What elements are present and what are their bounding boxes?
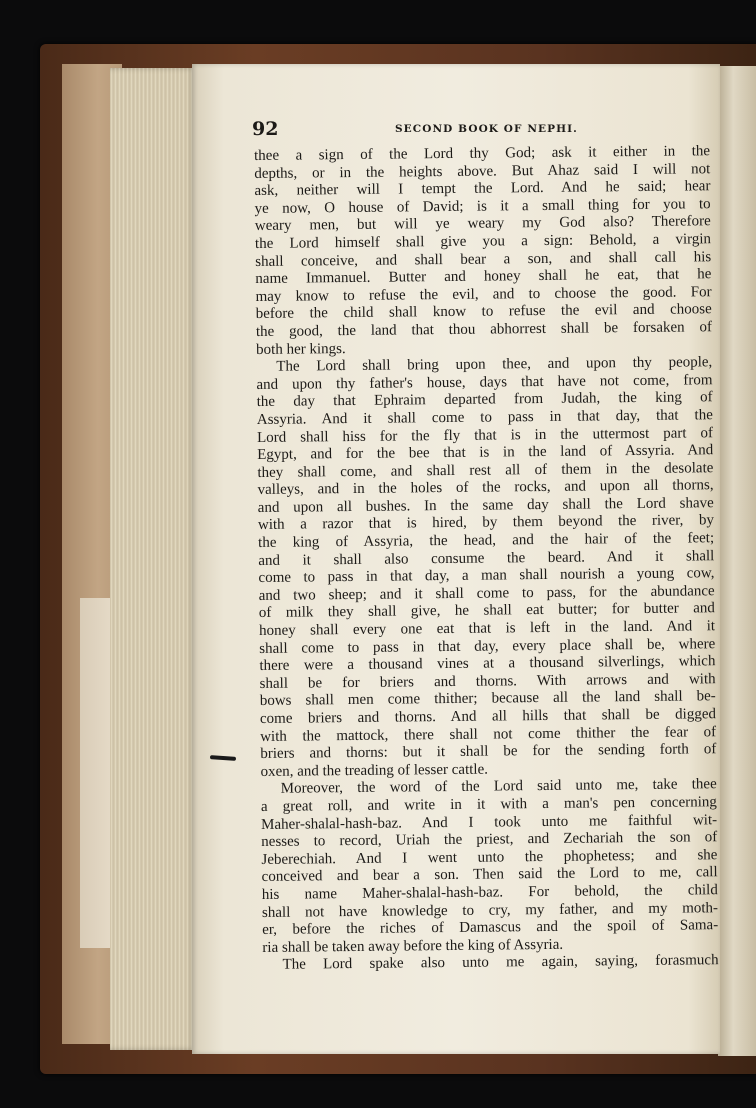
text-line: ask, neither will I tempt the Lord. And he said; hear: [254, 178, 711, 200]
text-line: Maher-shalal-hash-baz. And I took unto me faithful wit-: [261, 811, 718, 833]
text-line: there were a thousand vines at a thousand silverlings, which: [259, 653, 716, 675]
text-line: briers and thorns: but it shall be for the sending forth of: [260, 741, 717, 763]
text-line: thee a sign of the Lord thy God; ask it either in the: [254, 143, 711, 164]
text-line: conceived and bear a son. Then said the Lord to me, call: [261, 864, 718, 886]
text-line: with a razor that is hired, by them beyond the river, by: [257, 512, 715, 534]
text-line: valleys, and in the holes of the rocks, and upon all thorns,: [257, 477, 714, 499]
text-line: a great roll, and write in it with a man's pen concerning: [260, 794, 717, 815]
text-line: Moreover, the word of the Lord said unto me, take thee: [280, 776, 717, 798]
text-line: and upon all bushes. In the same day shall the Lord shave: [257, 495, 714, 516]
text-line: shall not have knowledge to cry, my father, and my moth-: [261, 899, 719, 921]
facing-page-edge: [718, 66, 756, 1056]
text-line: and two sheep; and it shall come to pass, for the abundance: [258, 583, 715, 604]
text-line: may know to refuse the evil, and to choose the good. For: [255, 283, 712, 305]
running-title: SECOND BOOK OF NEPHI.: [395, 123, 578, 135]
text-line: shall be for briers and thorns. With arrows and with: [259, 671, 716, 692]
text-line: oxen, and the treading of lesser cattle.: [260, 761, 489, 780]
text-line: they shall come, and shall rest all of them in the desolate: [257, 459, 714, 481]
text-line: shall conceive, and shall bear a son, and shall call his: [255, 248, 712, 270]
text-line: er, before the riches of Damascus and the spoil of Sama-: [262, 917, 719, 939]
text-line: come to pass in that day, a man shall nourish a young cow,: [258, 565, 715, 587]
text-line: before the child shall know to refuse the evil and choose: [255, 301, 712, 323]
text-line: weary men, but will ye weary my God also? Therefore: [254, 213, 711, 235]
text-line: Jeberechiah. And I went unto the phophetess; and she: [261, 846, 718, 868]
text-line: bows shall men come thither; because all the land shall be-: [259, 688, 716, 710]
inside-cover-label: [80, 598, 114, 948]
page-edges: [110, 68, 196, 1050]
text-line: The Lord shall bring upon thee, and upon thy people,: [276, 354, 713, 375]
text-line: Assyria. And it shall come to pass in that day, that the: [256, 407, 713, 428]
text-line: nesses to record, Uriah the priest, and Zechariah the son of: [261, 829, 718, 851]
text-line: Lord shall hiss for the fly that is in the uttermost part of: [256, 424, 714, 446]
text-line: the day that Ephraim departed from Judah, the king of: [256, 389, 713, 411]
text-line: the good, the land that thou abhorrest shall be forsaken of: [255, 319, 712, 340]
text-line: and it shall also consume the beard. And it shall: [258, 547, 715, 569]
text-line: honey shall every one eat that is left in the land. And it: [258, 618, 716, 640]
text-line: and upon thy father's house, days that have not come, from: [256, 371, 713, 393]
text-line: shall come to pass in that day, every place shall be, where: [259, 635, 716, 657]
text-line: of milk they shall give, he shall eat butter; for butter and: [258, 600, 715, 622]
text-line: name Immanuel. Butter and honey shall he eat, that he: [255, 266, 712, 288]
page-number: 92: [252, 118, 279, 140]
text-line: depths, or in the heights above. But Ahaz said I will not: [254, 160, 711, 182]
text-line: with the mattock, there shall not come thither the fear of: [260, 723, 717, 745]
text-line: both her kings.: [256, 340, 346, 358]
text-line: The Lord spake also unto me again, saying, forasmuch: [282, 952, 719, 974]
text-line: the king of Assyria, the head, and the hair of the feet;: [258, 530, 715, 552]
text-line: his name Maher-shalal-hash-baz. For behold, the child: [261, 882, 718, 903]
body-text: [254, 143, 723, 975]
text-line: ye now, O house of David; is it a small thing for you to: [254, 196, 711, 217]
text-line: the Lord himself shall give you a sign: Behold, a virgin: [254, 231, 712, 252]
text-line: ria shall be taken away before the king of Assyria.: [262, 936, 564, 956]
text-line: Egypt, and for the bee that is in the land of Assyria. And: [257, 442, 714, 464]
text-line: come briers and thorns. And all hills that shall be digged: [259, 706, 717, 727]
